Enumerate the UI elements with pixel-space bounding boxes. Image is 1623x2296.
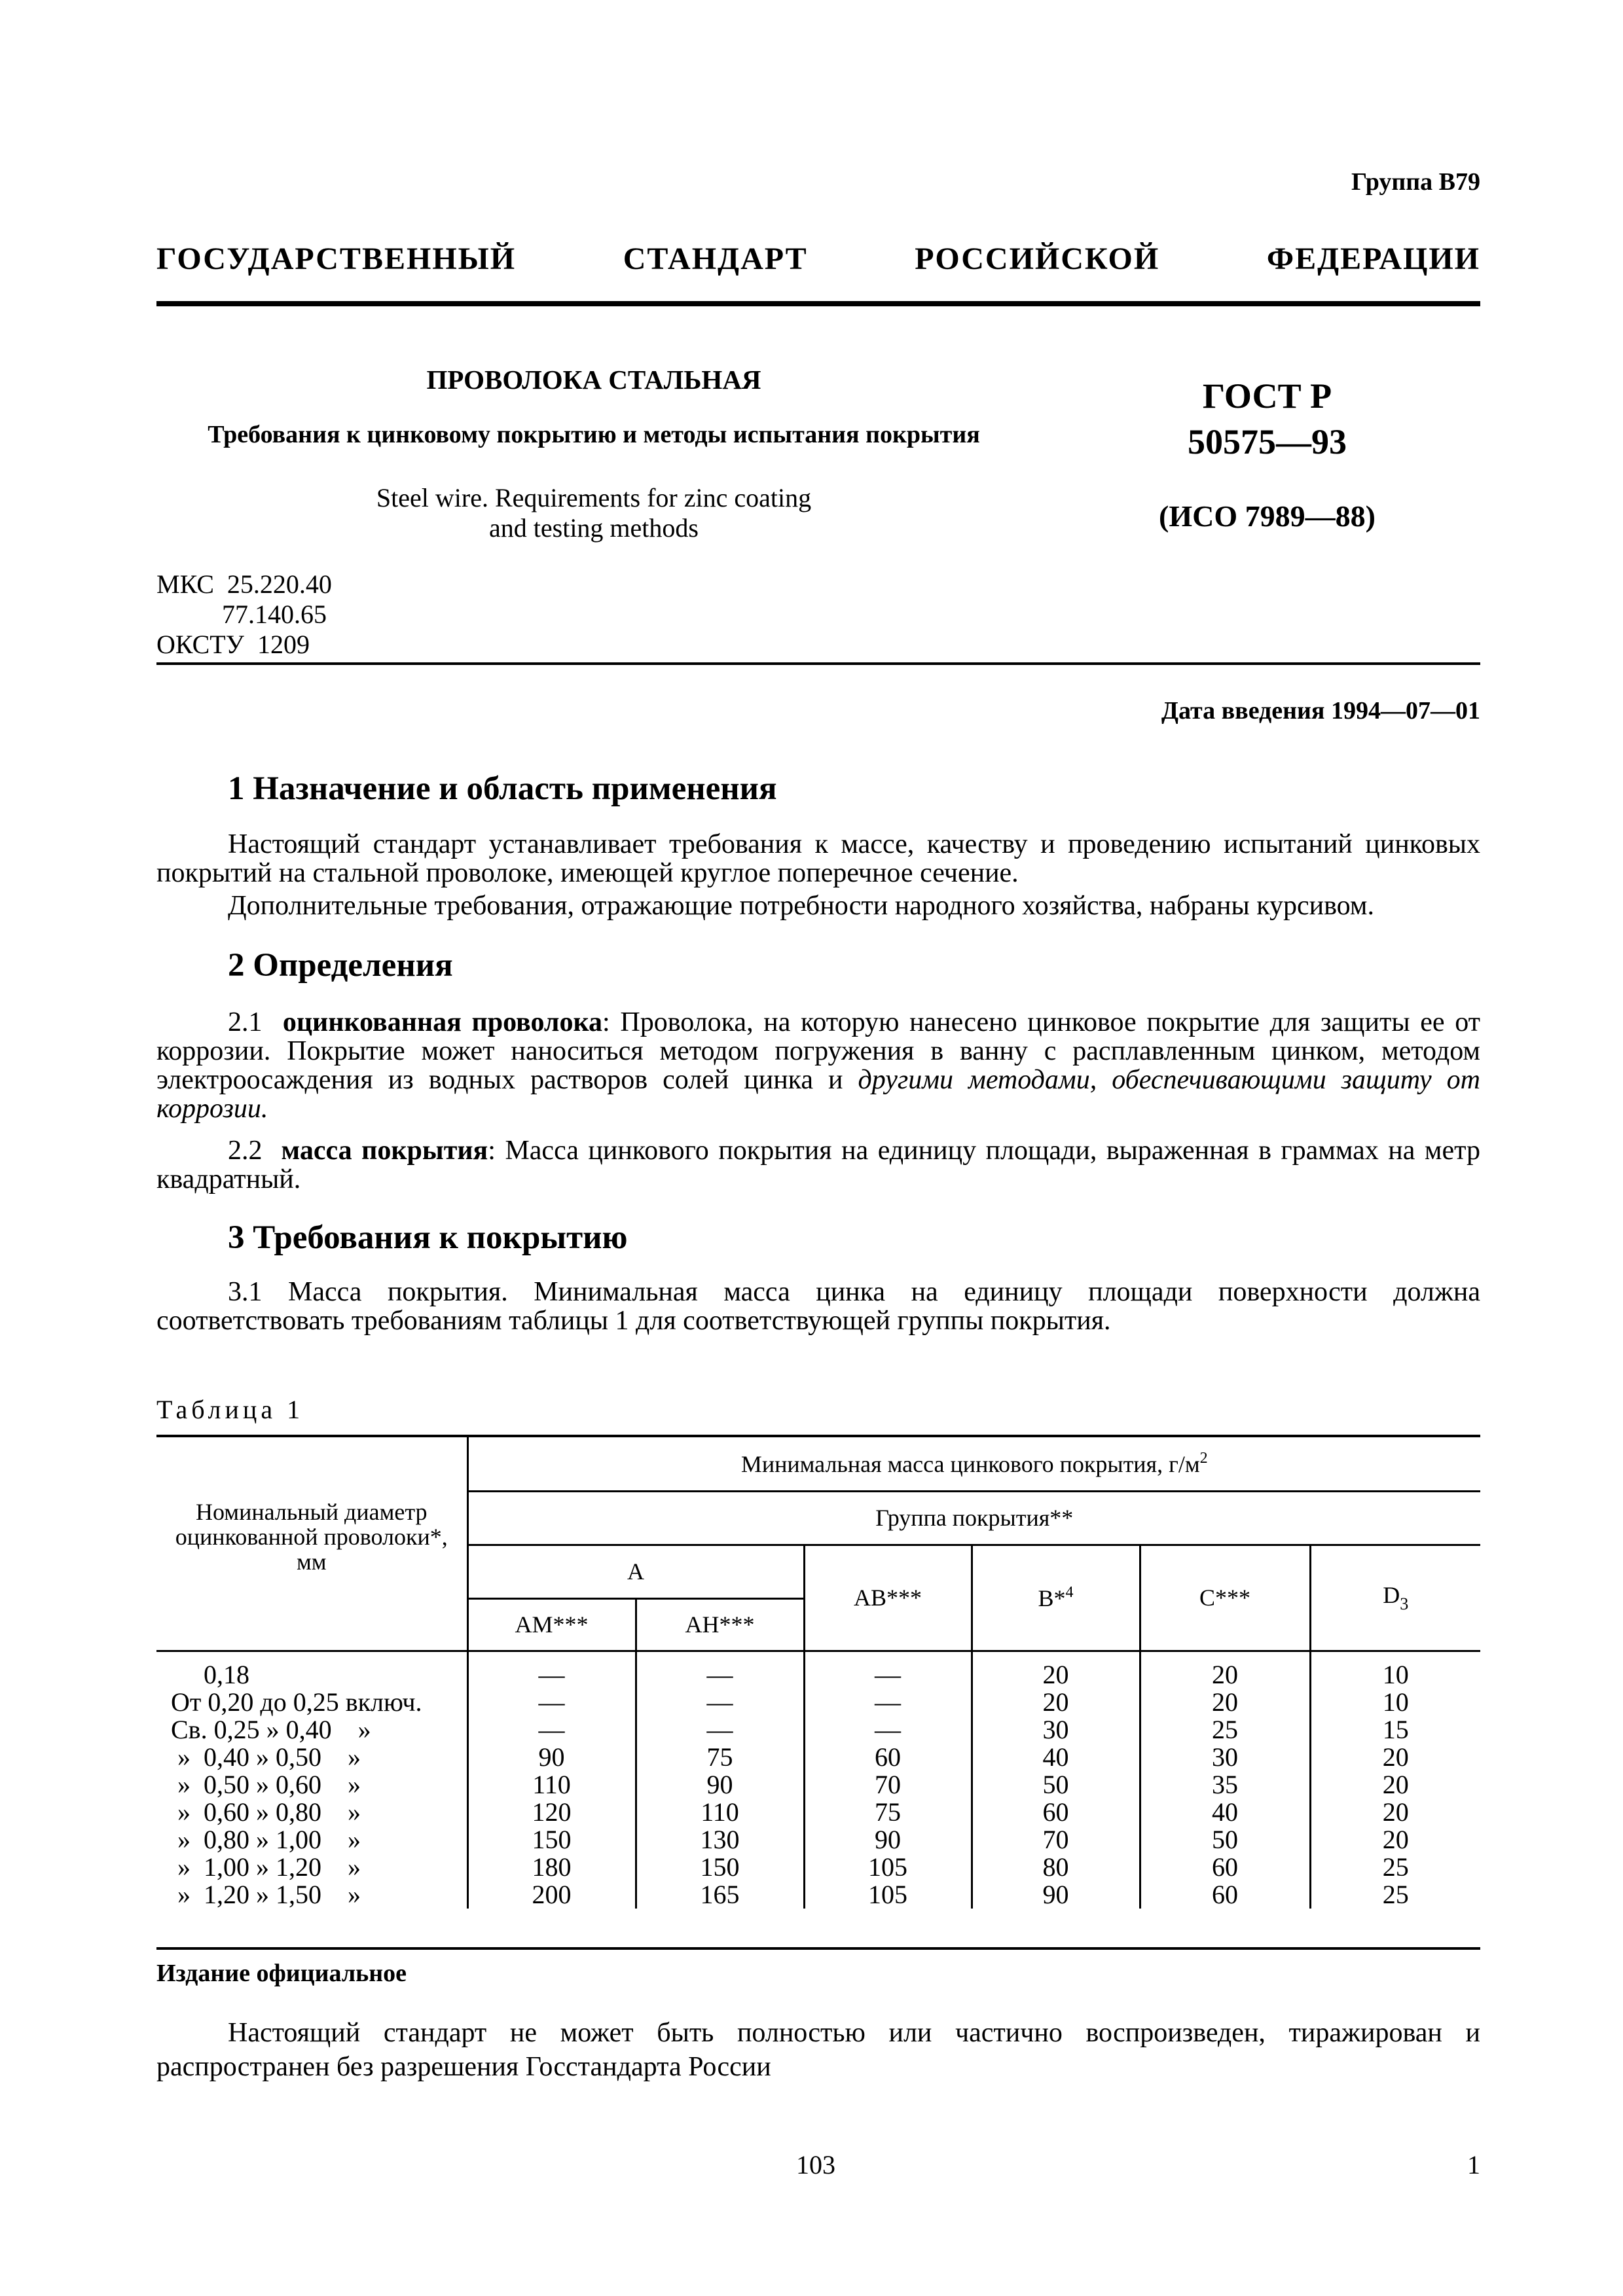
cell-b: 70 (972, 1826, 1140, 1854)
cell-b: 50 (972, 1771, 1140, 1799)
header-ab: АВ*** (804, 1545, 972, 1651)
cell-diameter: » 0,60 » 0,80 » (156, 1799, 467, 1826)
cell-am: — (467, 1651, 636, 1689)
section-3-p1-text: 3.1 Масса покрытия. Минимальная масса цинка на единицу площади поверхности должна соответствовать требованиям таблицы 1 для соответствующей группы покрытия. (156, 1277, 1480, 1336)
cell-d: 20 (1310, 1771, 1480, 1799)
table-1 (156, 1435, 1480, 1909)
table-row (156, 1689, 1480, 1716)
cell-an: 165 (636, 1881, 804, 1909)
table-row (156, 1771, 1480, 1799)
cell-b: 90 (972, 1881, 1140, 1909)
definition-2-1-text: : Проволока, на которую нанесено цинковое покрытие для защиты ее от коррозии. Покрытие может наноситься методом погружения в ванну с расплавленным цинком, методом электроосаждения из водных растворов солей цинка и (156, 1007, 1481, 1095)
cell-d: 15 (1310, 1716, 1480, 1744)
table-row (156, 1881, 1480, 1909)
copyright-notice (156, 2016, 1480, 2084)
cell-am: 200 (467, 1881, 636, 1909)
cell-an: 110 (636, 1799, 804, 1826)
iso-reference: (ИСО 7989—88) (1159, 499, 1376, 533)
definition-2-2-term: масса покрытия (281, 1136, 488, 1166)
cell-ab: 60 (804, 1744, 972, 1771)
definition-2-1-italic: другими методами, обеспечивающими защиту от коррозии. (156, 1065, 1480, 1124)
cell-b: 20 (972, 1651, 1140, 1689)
cell-ab: 105 (804, 1881, 972, 1909)
cell-am: 90 (467, 1744, 636, 1771)
definition-2-2 (156, 1136, 1480, 1194)
cell-diameter: » 0,80 » 1,00 » (156, 1826, 467, 1854)
header-rule (156, 301, 1480, 306)
english-title (156, 483, 1031, 543)
section-1-heading: 1 Назначение и область применения (228, 770, 777, 807)
cell-ab: 75 (804, 1799, 972, 1826)
official-edition-label: Издание официальное (156, 1960, 407, 1987)
document-subtitle: Требования к цинковому покрытию и методы испытания покрытия (208, 421, 980, 448)
cell-an: 90 (636, 1771, 804, 1799)
header-min-mass-sup: 2 (1199, 1449, 1208, 1467)
cell-ab: 90 (804, 1826, 972, 1854)
cell-c: 20 (1140, 1689, 1310, 1716)
cell-d: 20 (1310, 1799, 1480, 1826)
header-c: С*** (1140, 1545, 1310, 1651)
cell-an: — (636, 1651, 804, 1689)
cell-ab: — (804, 1689, 972, 1716)
table-row (156, 1854, 1480, 1881)
classification-group: Группа В79 (1351, 168, 1480, 196)
cell-am: 180 (467, 1854, 636, 1881)
cell-an: 75 (636, 1744, 804, 1771)
header-am: АМ*** (467, 1598, 636, 1651)
cell-b: 30 (972, 1716, 1140, 1744)
cell-am: 120 (467, 1799, 636, 1826)
copyright-notice-text: Настоящий стандарт не может быть полностью или частично воспроизведен, тиражирован и распространен без разрешения Госстандарта России (156, 2018, 1480, 2082)
sheet-number: 1 (1467, 2150, 1480, 2179)
title-block-rule (156, 662, 1480, 665)
mks-code-2: 77.140.65 (156, 600, 327, 629)
mks-code: МКС 25.220.40 (156, 569, 332, 599)
header-an: АН*** (636, 1598, 804, 1651)
section-2-heading: 2 Определения (228, 947, 453, 984)
header-b: В*$^4$ (972, 1545, 1140, 1651)
header-diameter: Номинальный диаметр оцинкованной проволоки*, мм (156, 1436, 467, 1651)
cell-diameter: » 0,50 » 0,60 » (156, 1771, 467, 1799)
cell-diameter: Св. 0,25 » 0,40 » (156, 1716, 467, 1744)
section-1-paragraph-1 (156, 830, 1480, 888)
page-number: 103 (796, 2150, 835, 2179)
cell-an: — (636, 1689, 804, 1716)
section-3-paragraph-1 (156, 1278, 1480, 1335)
table-row (156, 1799, 1480, 1826)
cell-an: 150 (636, 1854, 804, 1881)
section-1-paragraph-2 (156, 891, 1480, 920)
cell-b: 20 (972, 1689, 1140, 1716)
state-standard-banner: ГОСУДАРСТВЕННЫЙ СТАНДАРТ РОССИЙСКОЙ ФЕДЕРАЦИИ (156, 242, 1480, 276)
cell-an: — (636, 1716, 804, 1744)
section-1-p1-text: Настоящий стандарт устанавливает требования к массе, качеству и проведению испытаний цинковых покрытий на стальной проволоке, имеющей круглое поперечное сечение. (156, 829, 1480, 888)
cell-c: 60 (1140, 1881, 1310, 1909)
cell-b: 80 (972, 1854, 1140, 1881)
cell-d: 20 (1310, 1826, 1480, 1854)
cell-b: 40 (972, 1744, 1140, 1771)
cell-c: 50 (1140, 1826, 1310, 1854)
cell-am: — (467, 1689, 636, 1716)
cell-d: 20 (1310, 1744, 1480, 1771)
cell-c: 60 (1140, 1854, 1310, 1881)
definition-2-1 (156, 1008, 1480, 1123)
cell-c: 20 (1140, 1651, 1310, 1689)
cell-diameter: » 1,00 » 1,20 » (156, 1854, 467, 1881)
cell-ab: 70 (804, 1771, 972, 1799)
definition-2-2-text: : Масса цинкового покрытия на единицу площади, выраженная в граммах на метр квадратный. (156, 1136, 1481, 1194)
cell-am: 110 (467, 1771, 636, 1799)
gost-line2: 50575—93 (1188, 422, 1347, 461)
table-1-caption: Таблица 1 (156, 1395, 304, 1424)
cell-b: 60 (972, 1799, 1140, 1826)
header-b-sup: 4 (1065, 1583, 1074, 1601)
header-d: $D_3$ (1310, 1545, 1480, 1651)
definition-2-1-term: оцинкованная проволока (282, 1007, 603, 1037)
cell-diameter: 0,18 (156, 1651, 467, 1689)
cell-diameter: » 0,40 » 0,50 » (156, 1744, 467, 1771)
cell-c: 30 (1140, 1744, 1310, 1771)
gost-designation (1054, 373, 1480, 465)
section-3-heading: 3 Требования к покрытию (228, 1219, 628, 1256)
footer-rule (156, 1947, 1480, 1950)
cell-c: 35 (1140, 1771, 1310, 1799)
english-title-line2: and testing methods (489, 513, 699, 543)
cell-diameter: » 1,20 » 1,50 » (156, 1881, 467, 1909)
document-title: ПРОВОЛОКА СТАЛЬНАЯ (426, 365, 761, 395)
table-row (156, 1716, 1480, 1744)
cell-an: 130 (636, 1826, 804, 1854)
table-row (156, 1826, 1480, 1854)
section-1-p2-text: Дополнительные требования, отражающие потребности народного хозяйства, набраны курсивом. (228, 891, 1374, 921)
table-row (156, 1651, 1480, 1689)
cell-d: 25 (1310, 1881, 1480, 1909)
gost-line1: ГОСТ Р (1202, 376, 1332, 416)
cell-c: 40 (1140, 1799, 1310, 1826)
cell-ab: — (804, 1651, 972, 1689)
cell-ab: 105 (804, 1854, 972, 1881)
table-row (156, 1744, 1480, 1771)
cell-d: 10 (1310, 1689, 1480, 1716)
introduction-date: Дата введения 1994—07—01 (1161, 697, 1480, 725)
definition-2-1-number: 2.1 (228, 1007, 263, 1037)
header-group-a: A (467, 1545, 804, 1598)
english-title-line1: Steel wire. Requirements for zinc coating (376, 483, 812, 512)
definition-2-2-number: 2.2 (228, 1136, 263, 1166)
header-min-mass: Минимальная масса цинкового покрытия, $г/м^2$ (467, 1436, 1480, 1491)
cell-c: 25 (1140, 1716, 1310, 1744)
cell-d: 25 (1310, 1854, 1480, 1881)
cell-ab: — (804, 1716, 972, 1744)
okstu-code: ОКСТУ 1209 (156, 630, 310, 659)
cell-am: — (467, 1716, 636, 1744)
header-coating-group: Группа покрытия** (467, 1491, 1480, 1545)
classification-codes (156, 569, 332, 660)
cell-diameter: От 0,20 до 0,25 включ. (156, 1689, 467, 1716)
header-d-sub: 3 (1400, 1594, 1409, 1613)
cell-d: 10 (1310, 1651, 1480, 1689)
cell-am: 150 (467, 1826, 636, 1854)
